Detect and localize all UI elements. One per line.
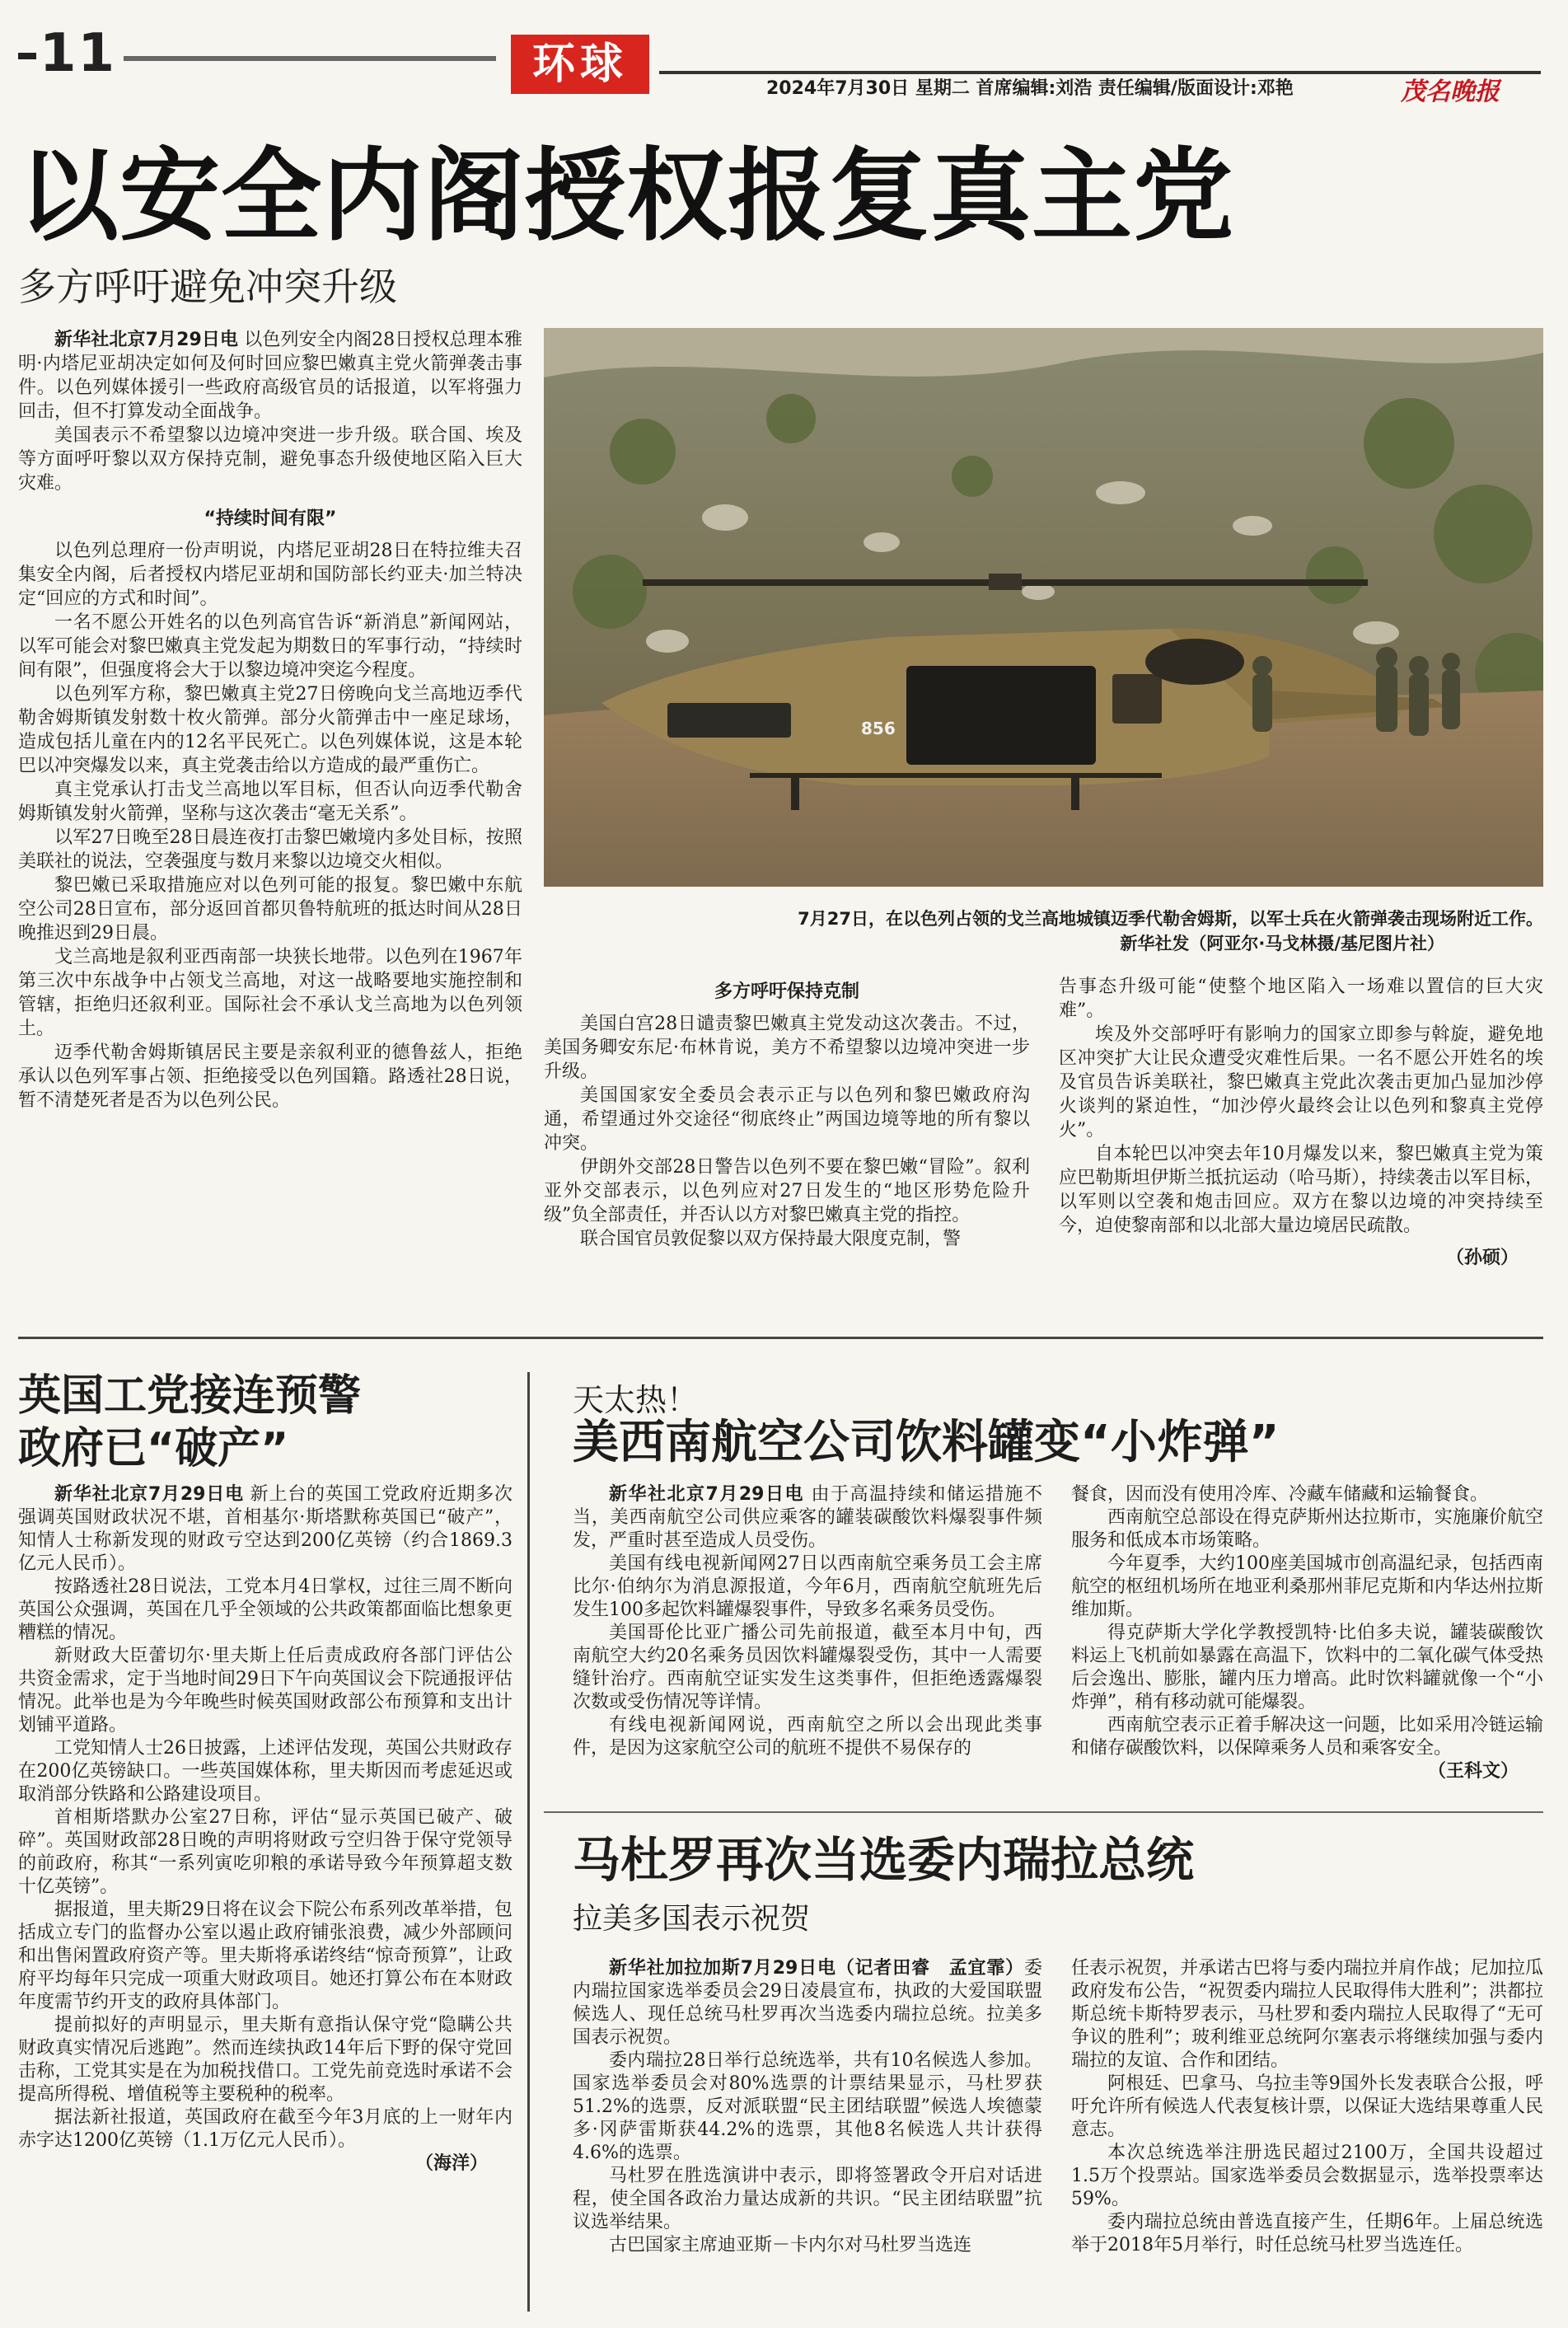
airline-paragraph: 美国哥伦比亚广播公司先前报道，截至本月中旬，西南航空大约20名乘务员因饮料罐爆裂受伤，其中一人需要缝针治疗。西南航空证实发生这类事件，但拒绝透露爆裂次数或受伤情况等详情。: [573, 1623, 1042, 1712]
lead-paragraph: 联合国官员敦促黎以双方保持最大限度克制，警: [580, 1229, 962, 1249]
venezuela-paragraph: 马杜罗在胜选演讲中表示，即将签署政令开启对话进程，使全国各政治力量达成新的共识。“民主团结联盟”抗议选举结果。: [573, 2166, 1042, 2232]
airline-col1: [573, 1483, 1042, 1760]
lead-paragraph: 以色列军方称，黎巴嫩真主党27日傍晚向戈兰高地迈季代勒舍姆斯镇发射数十枚火箭弹。部分火箭弹击中一座足球场，造成包括儿童在内的12名平民死亡。以色列媒体说，这是本轮巴以冲突爆发以来，真主党袭击给以方造成的最严重伤亡。: [18, 684, 522, 776]
lead-photo: [544, 328, 1543, 887]
uk-paragraph: 据报道，里夫斯29日将在议会下院公布系列改革举措，包括成立专门的监督办公室以遏止政府铺张浪费，减少外部顾问和出售闲置政府资产等。里夫斯将承诺终结“惊奇预算”，让政府平均每年只完成一项重大财政项目。她还打算公布在本财政年度需节约开支的政府具体部门。: [18, 1899, 513, 2012]
uk-byline: 新华社北京7月29日电: [54, 1484, 244, 1505]
uk-paragraph: 据法新社报道，英国政府在截至今年3月底的上一财年内赤字达1200亿英镑（1.1万亿元人民币）。: [18, 2107, 513, 2151]
helicopter-photo: [544, 328, 1543, 887]
airline-paragraph: 西南航空总部设在得克萨斯州达拉斯市，实施廉价航空服务和低成本市场策略。: [1071, 1507, 1543, 1551]
lead-paragraph: 美国国家安全委员会表示正与以色列和黎巴嫩政府沟通，希望通过外交途径“彻底终止”两国边境等地的所有黎以冲突。: [544, 1085, 1030, 1154]
uk-signature: （海洋）: [414, 2153, 488, 2174]
photo-caption-text: 7月27日，在以色列占领的戈兰高地城镇迈季代勒舍姆斯，以军士兵在火箭弹袭击现场附近工作。: [798, 909, 1543, 929]
uk-paragraph: 新华社北京7月29日电 新上台的英国工党政府近期多次强调英国财政状况不堪，首相基尔·斯塔默称英国已“破产”，知情人士称新发现的财政亏空达到200亿英镑（约合1869.3亿元人民币）。: [18, 1484, 513, 1574]
lead-paragraph: 美国白宫28日谴责黎巴嫩真主党发动这次袭击。不过，美国务卿安东尼·布林肯说，美方不希望黎以边境冲突进一步升级。: [544, 1014, 1030, 1082]
venezuela-paragraph: 委内瑞拉28日举行总统选举，共有10名候选人参加。国家选举委员会对80%选票的计票结果显示，马杜罗获51.2%的选票，反对派联盟“民主团结联盟”候选人埃德蒙多·冈萨雷斯获44.2%的选票，其他8名候选人共计获得4.6%的选票。: [573, 2050, 1042, 2163]
newspaper-logo: 茂名晚报: [1401, 77, 1500, 106]
lead-paragraph: 伊朗外交部28日警告以色列不要在黎巴嫩“冒险”。叙利亚外交部表示，以色列应对27日发生的“地区形势危险升级”负全部责任，并否认以方对黎巴嫩真主党的指控。: [544, 1157, 1030, 1225]
lead-paragraph: 以色列总理府一份声明说，内塔尼亚胡28日在特拉维夫召集安全内阁，后者授权内塔尼亚胡和国防部长约亚夫·加兰特决定“回应的方式和时间”。: [18, 541, 522, 609]
airline-byline: 新华社北京7月29日电: [609, 1484, 804, 1505]
airline-paragraph: 西南航空表示正着手解决这一问题，比如采用冷链运输和储存碳酸饮料，以保障乘务人员和乘客安全。: [1071, 1715, 1543, 1759]
horizontal-divider: [18, 1337, 1543, 1339]
airline-paragraph: 餐食，因而没有使用冷库、冷藏车储藏和运输餐食。: [1071, 1484, 1489, 1505]
section2-col1: [544, 977, 1030, 1251]
masthead-rule-left: [124, 56, 496, 61]
section2-title: 多方呼吁保持克制: [714, 981, 859, 1002]
lead-paragraph: 美国表示不希望黎以边境冲突进一步升级。联合国、埃及等方面呼吁黎以双方保持克制，避免事态升级使地区陷入巨大灾难。: [18, 425, 522, 494]
uk-paragraph: 按路透社28日说法，工党本月4日掌权，过往三周不断向英国公众强调，英国在几乎全领域的公共政策都面临比想象更糟糕的情况。: [18, 1576, 513, 1643]
page-number: 11: [18, 23, 116, 84]
svg-text:856: 856: [861, 719, 896, 738]
airline-paragraph: 今年夏季，大约100座美国城市创高温纪录，包括西南航空的枢纽机场所在地亚利桑那州菲尼克斯和内华达州拉斯维加斯。: [1071, 1553, 1543, 1620]
horizontal-divider-2: [544, 1811, 1543, 1813]
venezuela-paragraph: 任表示祝贺，并承诺古巴将与委内瑞拉并肩作战；尼加拉瓜政府发布公告，“祝贺委内瑞拉人民取得伟大胜利”；洪都拉斯总统卡斯特罗表示，马杜罗和委内瑞拉人民取得了“无可争议的胜利”；玻利维亚总统阿尔塞表示将继续加强与委内瑞拉的友谊、合作和团结。: [1071, 1958, 1543, 2071]
photo-credit: 新华社发（阿亚尔·马戈林摄/基尼图片社）: [1120, 934, 1444, 953]
airline-paragraph: 得克萨斯大学化学教授凯特·比伯多夫说，罐装碳酸饮料运上飞机前如暴露在高温下，饮料中的二氧化碳气体受热后会逸出、膨胀，罐内压力增高。此时饮料罐就像一个“小炸弹”，稍有移动就可能爆裂。: [1071, 1623, 1543, 1712]
uk-headline: [18, 1370, 513, 1475]
lead-subhead: 多方呼吁避免冲突升级: [18, 265, 397, 309]
lead-paragraph: 告事态升级可能“使整个地区陷入一场难以置信的巨大灾难”。: [1059, 977, 1543, 1021]
lead-headline: 以安全内阁授权报复真主党: [18, 138, 1234, 255]
uk-headline-line2: 政府已“破产”: [18, 1424, 289, 1473]
lead-paragraph: 黎巴嫩已采取措施应对以色列可能的报复。黎巴嫩中东航空公司28日宣布，部分返回首都贝鲁特航班的抵达时间从28日晚推迟到29日晨。: [18, 875, 522, 944]
airline-kicker: 天太热！: [573, 1382, 699, 1418]
lead-byline: 新华社北京7月29日电: [54, 330, 239, 350]
section2-col2: [1059, 975, 1543, 1270]
lead-paragraph: 戈兰高地是叙利亚西南部一块狭长地带。以色列在1967年第三次中东战争中占领戈兰高地，对这一战略要地实施控制和管辖，拒绝归还叙利亚。国际社会不承认戈兰高地为以色列领土。: [18, 947, 522, 1039]
lead-paragraph: 以军27日晚至28日晨连夜打击黎巴嫩境内多处目标，按照美联社的说法，空袭强度与数月来黎以边境交火相似。: [18, 827, 522, 872]
airline-col2: [1071, 1483, 1543, 1783]
lead-paragraph: 真主党承认打击戈兰高地以军目标，但否认向迈季代勒舍姆斯镇发射火箭弹，坚称与这次袭击“毫无关系”。: [18, 780, 522, 824]
lead-paragraph: 迈季代勒舍姆斯镇居民主要是亲叙利亚的德鲁兹人，拒绝承认以色列军事占领、拒绝接受以色列国籍。路透社28日说，暂不清楚死者是否为以色列公民。: [18, 1042, 522, 1111]
lead-paragraph: 自本轮巴以冲突去年10月爆发以来，黎巴嫩真主党为策应巴勒斯坦伊斯兰抵抗运动（哈马斯），持续袭击以军目标，以军则以空袭和炮击回应。双方在黎以边境的冲突持续至今，迫使黎南部和以北部大量边境居民疏散。: [1059, 1144, 1543, 1236]
venezuela-paragraph: 委内瑞拉总统由普选直接产生，任期6年。上届总统选举于2018年5月举行，时任总统马杜罗当选连任。: [1071, 2212, 1543, 2255]
lead-left-column: [18, 328, 522, 1112]
section-label: 环球: [511, 35, 649, 94]
venezuela-headline: 马杜罗再次当选委内瑞拉总统: [573, 1832, 1195, 1888]
section1-title: “持续时间有限”: [204, 508, 337, 529]
photo-caption: [544, 906, 1543, 956]
uk-paragraph: 提前拟好的声明显示，里夫斯有意指认保守党“隐瞒公共财政真实情况后逃跑”。然而连续执政14年后下野的保守党回击称，工党其实是在为加税找借口。工党先前竞选时承诺不会提高所得税、增值税等主要税种的税率。: [18, 2015, 513, 2105]
vertical-divider: [527, 1372, 530, 2312]
airline-paragraph: 新华社北京7月29日电 由于高温持续和储运措施不当，美西南航空公司供应乘客的罐装碳酸饮料爆裂事件频发，严重时甚至造成人员受伤。: [573, 1484, 1042, 1551]
lead-paragraph: 新华社北京7月29日电 以色列安全内阁28日授权总理本雅明·内塔尼亚胡决定如何及何时回应黎巴嫩真主党火箭弹袭击事件。以色列媒体援引一些政府高级官员的话报道，以军将强力回击，但不打算发动全面战争。: [18, 330, 522, 422]
airline-signature: （王科文）: [1427, 1761, 1519, 1782]
venezuela-paragraph: 古巴国家主席迪亚斯－卡内尔对马杜罗当选连: [609, 2235, 972, 2255]
venezuela-byline: 新华社加拉加斯7月29日电（记者田睿 孟宜霏）: [609, 1958, 1024, 1979]
uk-body: [18, 1483, 513, 2176]
issue-info: 2024年7月30日 星期二 首席编辑:刘浩 责任编辑/版面设计:邓艳: [766, 78, 1294, 99]
uk-paragraph: 工党知情人士26日披露，上述评估发现，英国公共财政存在200亿英镑缺口。一些英国媒体称，里夫斯因而考虑延迟或取消部分铁路和公路建设项目。: [18, 1738, 513, 1805]
lead-paragraph: 埃及外交部呼吁有影响力的国家立即参与斡旋，避免地区冲突扩大让民众遭受灾难性后果。一名不愿公开姓名的埃及官员告诉美联社，黎巴嫩真主党此次袭击更加凸显加沙停火谈判的紧迫性，“加沙停火最终会让以色列和黎真主党停火”。: [1059, 1024, 1543, 1141]
uk-paragraph: 首相斯塔默办公室27日称，评估“显示英国已破产、破碎”。英国财政部28日晚的声明将财政亏空归咎于保守党领导的前政府，称其“一系列寅吃卯粮的承诺导致今年预算超支数十亿英镑”。: [18, 1807, 513, 1897]
airline-paragraph: 美国有线电视新闻网27日以西南航空乘务员工会主席比尔·伯纳尔为消息源报道，今年6月，西南航空航班先后发生100多起饮料罐爆裂事件，导致多名乘务员受伤。: [573, 1553, 1042, 1620]
lead-signature: （孙硕）: [1445, 1248, 1519, 1268]
venezuela-col2: [1071, 1957, 1543, 2257]
airline-headline: 美西南航空公司饮料罐变“小炸弹”: [573, 1416, 1280, 1469]
lead-paragraph: 一名不愿公开姓名的以色列高官告诉“新消息”新闻网站，以军可能会对黎巴嫩真主党发起为期数日的军事行动，“持续时间有限”，但强度将会大于以黎边境冲突迄今程度。: [18, 612, 522, 681]
uk-paragraph: 新财政大臣蕾切尔·里夫斯上任后责成政府各部门评估公共资金需求，定于当地时间29日下午向英国议会下院通报评估情况。此举也是为今年晚些时候英国财政部公布预算和支出计划铺平道路。: [18, 1646, 513, 1735]
airline-paragraph: 有线电视新闻网说，西南航空之所以会出现此类事件，是因为这家航空公司的航班不提供不易保存的: [573, 1715, 1042, 1759]
uk-headline-line1: 英国工党接连预警: [18, 1371, 362, 1421]
venezuela-paragraph: 本次总统选举注册选民超过2100万，全国共设超过1.5万个投票站。国家选举委员会数据显示，选举投票率达59%。: [1071, 2143, 1543, 2209]
venezuela-paragraph: 新华社加拉加斯7月29日电（记者田睿 孟宜霏）委内瑞拉国家选举委员会29日凌晨宣布，执政的大爱国联盟候选人、现任总统马杜罗再次当选委内瑞拉总统。拉美多国表示祝贺。: [573, 1958, 1042, 2048]
venezuela-paragraph: 阿根廷、巴拿马、乌拉圭等9国外长发表联合公报，呼吁允许所有候选人代表复核计票，以保证大选结果尊重人民意志。: [1071, 2073, 1543, 2140]
venezuela-col1: [573, 1957, 1042, 2257]
venezuela-subhead: 拉美多国表示祝贺: [573, 1902, 811, 1936]
